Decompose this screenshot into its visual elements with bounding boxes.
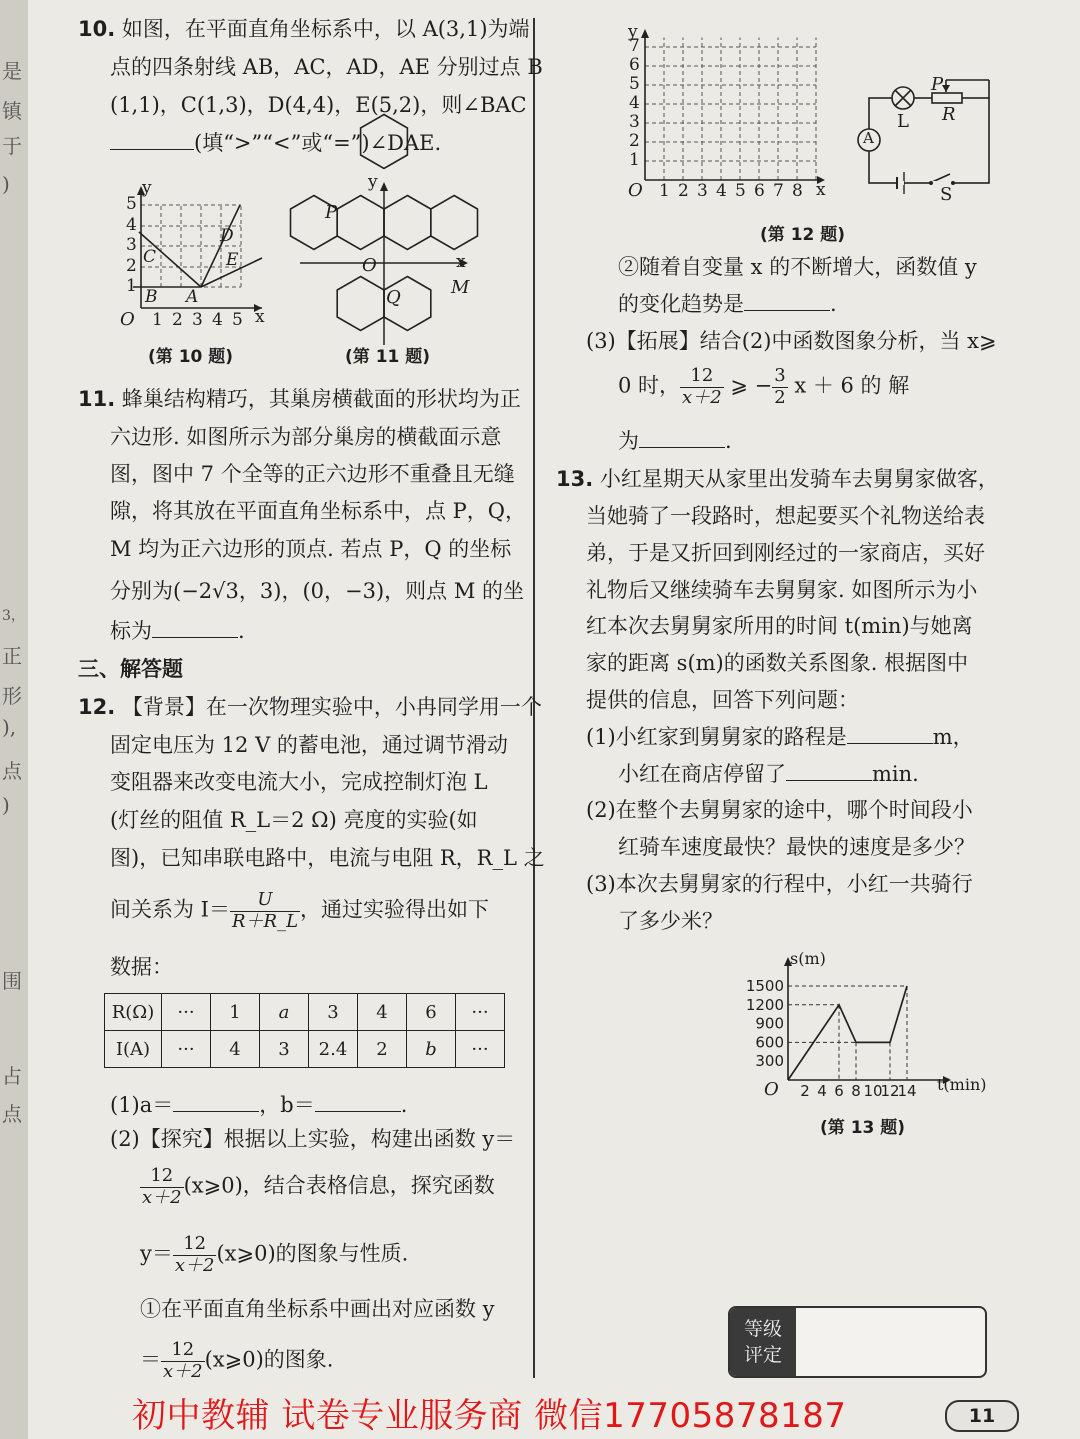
fig11-point-P: P xyxy=(325,202,338,223)
margin-char: 3， xyxy=(2,608,25,624)
y-tick-label: 1200 xyxy=(745,995,784,1014)
x-tick-label: 4 xyxy=(817,1082,827,1100)
q13-line-7: 提供的信息，回答下列问题： xyxy=(586,688,859,712)
current-formula-fraction: $\frac{U}{R+R\_L}$ xyxy=(231,889,299,932)
answer-blank[interactable] xyxy=(639,429,725,448)
q12-part3-line2: 0 时， $\frac{12}{x+2}$ ⩾ − $\frac{3}{2}$ x ＋ 6 的 解 xyxy=(618,365,910,408)
grade-box[interactable] xyxy=(728,1306,987,1378)
table-cell: 4 xyxy=(358,994,407,1031)
q12-number: 12. xyxy=(78,695,116,719)
fig10-xtick: 2 xyxy=(172,310,183,330)
fig12-x-label: x xyxy=(816,180,826,200)
y-tick-label: 600 xyxy=(755,1033,784,1052)
fig10-ytick: 3 xyxy=(126,235,137,255)
fig12-ytick: 4 xyxy=(629,93,640,113)
answer-blank[interactable] xyxy=(847,725,933,744)
table-cell: ··· xyxy=(456,1031,505,1068)
q13-line-4: 礼物后又继续骑车去舅舅家. 如图所示为小 xyxy=(586,578,978,602)
fig12-ytick: 1 xyxy=(629,150,640,170)
q10-line-4: (填“>”“<”或“=”)∠DAE. xyxy=(110,130,441,156)
q12-part2-line2: $\frac{12}{x+2}$ (x⩾0)，结合表格信息，探究函数 xyxy=(142,1165,495,1208)
margin-char: 正 xyxy=(2,644,22,668)
q12-sub2-line2: 的变化趋势是 . xyxy=(618,292,837,316)
margin-char: 是 xyxy=(2,59,22,83)
fig10-ytick: 2 xyxy=(126,256,137,276)
chart-origin: O xyxy=(764,1079,779,1100)
q11-line-1: 11. 蜂巢结构精巧，其巢房横截面的形状均为正 xyxy=(78,387,521,411)
fig11-x-label: x xyxy=(456,252,466,272)
answer-blank[interactable] xyxy=(744,292,830,311)
answer-blank[interactable] xyxy=(110,131,194,150)
function-fraction: $\frac{12}{x+2}$ xyxy=(163,1339,203,1382)
q10-line-2: 点的四条射线 AB，AC，AD，AE 分别过点 B xyxy=(110,55,543,79)
margin-char: 点 xyxy=(2,759,22,783)
fig10-ytick: 4 xyxy=(126,215,137,235)
margin-char: 于 xyxy=(2,134,22,158)
table-cell: ··· xyxy=(162,1031,211,1068)
function-fraction: $\frac{12}{x+2}$ xyxy=(682,365,722,408)
fig12-caption: (第 12 题) xyxy=(760,225,846,245)
fig10-ytick: 1 xyxy=(126,276,137,296)
circuit-P: P xyxy=(931,74,944,95)
q13-part3-line2: 了多少米？ xyxy=(618,909,723,933)
circuit-ammeter-A: A xyxy=(863,129,874,147)
fig12-ytick: 3 xyxy=(629,112,640,132)
fig12-xtick: 4 xyxy=(716,181,727,201)
q11-line-4: 隙，将其放在平面直角坐标系中，点 P，Q， xyxy=(110,499,527,523)
q12-line-1: 12. 【背景】在一次物理实验中，小冉同学用一个 xyxy=(78,695,542,719)
fig12-ytick: 5 xyxy=(629,74,640,94)
fig10-ytick: 5 xyxy=(126,194,137,214)
table-cell: R(Ω) xyxy=(105,994,162,1031)
fig12-ytick: 6 xyxy=(629,55,640,75)
table-cell: 6 xyxy=(407,994,456,1031)
q11-line-3: 图，图中 7 个全等的正六边形不重叠且无缝 xyxy=(110,462,515,486)
fig10-y-label: y xyxy=(142,178,152,198)
q12-sub1b: ＝ $\frac{12}{x+2}$ (x⩾0)的图象. xyxy=(140,1339,334,1382)
table-cell: I(A) xyxy=(105,1031,162,1068)
q12-part3-line1: (3)【拓展】结合(2)中函数图象分析，当 x⩾ xyxy=(586,329,997,353)
section-heading: 三、解答题 xyxy=(78,657,183,681)
table-cell: 2.4 xyxy=(309,1031,358,1068)
fig10-x-label: x xyxy=(255,307,265,327)
q12-line-4: (灯丝的阻值 R_L＝2 Ω) 亮度的实验(如 xyxy=(110,808,478,832)
fig12-xtick: 2 xyxy=(678,181,689,201)
q13-part2-line2: 红骑车速度最快？最快的速度是多少？ xyxy=(618,835,975,859)
table-cell: 3 xyxy=(260,1031,309,1068)
left-page-margin xyxy=(0,0,28,1439)
q11-number: 11. xyxy=(78,387,116,411)
q10-line-3: (1,1)，C(1,3)，D(4,4)，E(5,2)，则∠BAC xyxy=(110,93,527,117)
fig11-caption: (第 11 题) xyxy=(345,347,431,367)
q11-line-5: M 均为正六边形的顶点. 若点 P，Q 的坐标 xyxy=(110,537,512,561)
margin-char: 镇 xyxy=(2,99,22,123)
fig11-origin: O xyxy=(362,255,377,276)
fig11-point-M: M xyxy=(451,277,470,298)
fig12-ytick: 7 xyxy=(629,36,640,56)
y-tick-label: 300 xyxy=(755,1052,784,1071)
fig10-xtick: 4 xyxy=(212,310,223,330)
fig10-xtick: 3 xyxy=(192,310,203,330)
q11-line-2: 六边形. 如图所示为部分巢房的横截面示意 xyxy=(110,425,502,449)
q13-part1-line1: (1)小红家到舅舅家的路程是 m， xyxy=(586,725,974,749)
table-row xyxy=(105,994,505,1031)
q12-part2-line1: (2)【探究】根据以上实验，构建出函数 y＝ xyxy=(110,1127,516,1151)
y-tick-label: 900 xyxy=(755,1014,784,1033)
q13-line-6: 家的距离 s(m)的函数关系图象. 根据图中 xyxy=(586,651,969,675)
fig12-origin: O xyxy=(628,180,643,201)
margin-char: 围 xyxy=(2,969,22,993)
circuit-S: S xyxy=(940,184,953,205)
x-tick-label: 6 xyxy=(834,1082,844,1100)
fig10-origin: O xyxy=(120,309,135,330)
q13-line-2: 当她骑了一段路时，想起要买个礼物送给表 xyxy=(586,504,985,528)
x-tick-label: 10 xyxy=(863,1082,883,1100)
table-cell: 4 xyxy=(211,1031,260,1068)
x-tick-label: 12 xyxy=(880,1082,900,1100)
q12-data-word: 数据： xyxy=(110,955,173,979)
y-tick-label: 1500 xyxy=(745,976,784,995)
grade-label: 等级 评定 xyxy=(730,1308,796,1376)
answer-blank-b[interactable] xyxy=(315,1093,401,1112)
chart-xlabel: t(min) xyxy=(937,1075,987,1094)
q11-line-7: 标为 . xyxy=(110,619,245,643)
fig10-caption: (第 10 题) xyxy=(148,347,234,367)
fig10-point-C: C xyxy=(143,247,157,267)
fig12-ytick: 2 xyxy=(629,131,640,151)
q10-line-1: 10. 如图，在平面直角坐标系中，以 A(3,1)为端 xyxy=(78,17,530,41)
margin-char: 形 xyxy=(2,684,22,708)
fig10-xtick: 1 xyxy=(152,310,163,330)
fig10-point-A: A xyxy=(186,287,199,307)
q13-line-3: 弟，于是又折回到刚经过的一家商店，买好 xyxy=(586,541,985,565)
fig10-point-D: D xyxy=(220,226,234,246)
fig12-xtick: 7 xyxy=(773,181,784,201)
q12-part2-line3: y＝ $\frac{12}{x+2}$ (x⩾0)的图象与性质. xyxy=(140,1233,409,1276)
margin-char: ) xyxy=(2,172,10,196)
answer-blank[interactable] xyxy=(786,762,872,781)
q12-line-5: 图)，已知串联电路中，电流与电阻 R，R_L 之 xyxy=(110,846,545,870)
fig11-y-label: y xyxy=(368,172,378,192)
fig13-caption: (第 13 题) xyxy=(820,1118,906,1138)
table-cell: 3 xyxy=(309,994,358,1031)
table-cell: 2 xyxy=(358,1031,407,1068)
q11-line-6: 分别为(−2√3，3)，(0，−3)，则点 M 的坐 xyxy=(110,579,525,603)
q13-line-1: 13. 小红星期天从家里出发骑车去舅舅家做客， xyxy=(556,467,999,491)
q13-part3-line1: (3)本次去舅舅家的行程中，小红一共骑行 xyxy=(586,872,973,896)
fig12-xtick: 1 xyxy=(659,181,670,201)
fig12-xtick: 3 xyxy=(697,181,708,201)
x-tick-label: 14 xyxy=(897,1082,917,1100)
x-tick-label: 2 xyxy=(800,1082,810,1100)
function-fraction: $\frac{12}{x+2}$ xyxy=(174,1233,215,1276)
x-tick-label: 8 xyxy=(851,1082,861,1100)
coefficient-fraction: $\frac{3}{2}$ xyxy=(774,365,786,408)
fig12-xtick: 8 xyxy=(792,181,803,201)
q12-part3-line3: 为 . xyxy=(618,429,732,453)
chart-ylabel: s(m) xyxy=(790,949,826,968)
q13-part1-line2: 小红在商店停留了 min. xyxy=(618,762,919,786)
margin-char: 点 xyxy=(2,1102,22,1126)
fig10-xtick: 5 xyxy=(232,310,243,330)
table-cell: ··· xyxy=(456,994,505,1031)
margin-char: 占 xyxy=(2,1064,22,1088)
margin-char: ), xyxy=(2,715,17,739)
watermark-text: 初中教辅 试卷专业服务商 微信17705878187 xyxy=(132,1396,847,1436)
q13-part2-line1: (2)在整个去舅舅家的途中，哪个时间段小 xyxy=(586,798,973,822)
table-cell: b xyxy=(407,1031,456,1068)
q12-line-2: 固定电压为 12 V 的蓄电池，通过调节滑动 xyxy=(110,733,508,757)
table-cell: 1 xyxy=(211,994,260,1031)
q12-part1: (1)a＝ ，b＝ . xyxy=(110,1093,408,1117)
q12-sub2-line1: ②随着自变量 x 的不断增大，函数值 y xyxy=(618,255,977,279)
fig10-point-B: B xyxy=(145,287,158,307)
table-cell: ··· xyxy=(162,994,211,1031)
fig11-point-Q: Q xyxy=(386,287,401,308)
margin-char: ) xyxy=(2,793,10,817)
function-fraction: $\frac{12}{x+2}$ xyxy=(142,1165,182,1208)
q12-sub1: ①在平面直角坐标系中画出对应函数 y xyxy=(140,1297,495,1321)
q13-line-5: 红本次去舅舅家所用的时间 t(min)与她离 xyxy=(586,614,973,638)
circuit-R: R xyxy=(942,104,956,125)
table-row xyxy=(105,1031,505,1068)
table-cell: a xyxy=(260,994,309,1031)
fig12-xtick: 6 xyxy=(754,181,765,201)
q12-data-table xyxy=(104,993,505,1068)
fig12-y-label: y xyxy=(628,22,638,42)
q12-line-3: 变阻器来改变电流大小，完成控制灯泡 L xyxy=(110,770,488,794)
fig10-point-E: E xyxy=(226,250,239,270)
answer-blank-a[interactable] xyxy=(173,1093,259,1112)
q10-number: 10. xyxy=(78,17,116,41)
circuit-L: L xyxy=(897,111,909,132)
q13-number: 13. xyxy=(556,467,594,491)
q12-formula-line: 间关系为 I＝ $\frac{U}{R+R\_L}$ ，通过实验得出如下 xyxy=(110,889,490,932)
fig12-xtick: 5 xyxy=(735,181,746,201)
answer-blank[interactable] xyxy=(152,619,238,638)
page-number: 11 xyxy=(945,1400,1019,1432)
